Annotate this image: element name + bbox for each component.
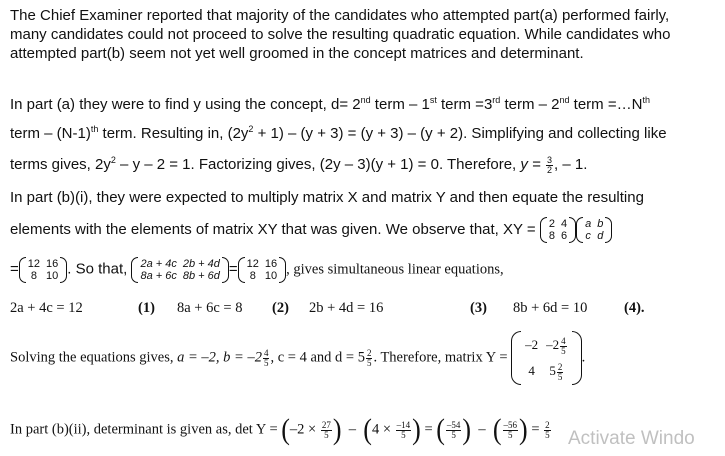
fraction-two-fifths: $\frac{2}{5}$	[366, 347, 372, 368]
fraction-neg56-5: $\frac{-56}{5}$	[503, 419, 518, 440]
equation-2: 8a + 6c = 8	[177, 300, 243, 316]
matrix-x: 2 4 8 6	[540, 218, 576, 242]
matrix-y-symbolic: a b c d	[576, 218, 612, 242]
fraction-three-halves: $\frac{3}{2}$	[547, 154, 553, 175]
matrix-xy-repeat: 12 16 8 10	[238, 258, 287, 282]
part-a-line-2: term – $(N-1)^{th}$ term. Resulting in, $(2y^2 + 1) - (y + 3) = (y + 3) - (y + 2)$. Simplifying and collecting like	[10, 124, 667, 142]
fraction-neg14-5: $\frac{-14}{5}$	[396, 419, 411, 440]
matrix-xy: 12 16 8 10	[19, 258, 68, 282]
fraction-neg54-5: $\frac{-54}{5}$	[446, 419, 461, 440]
part-a-line-3: terms gives, $2y^2 - y - 2 = 1$. Factorizing gives, (2y – 3)(y + 1) = 0. Therefore, y = $\frac{3}{2}$ , – 1.	[10, 154, 588, 175]
part-bi-line-1: In part (b)(i), they were expected to multiply matrix X and matrix Y and then equate the resulting	[10, 189, 644, 206]
matrix-y-solution: –2 –2 $\frac{4}{5}$ 4 5 $\frac{2}{5}$	[511, 332, 582, 384]
equation-2-number: (2)	[272, 300, 289, 316]
equation-1: 2a + 4c = 12	[10, 300, 83, 316]
fraction-27-5: $\frac{27}{5}$	[321, 419, 331, 440]
windows-activation-watermark: Activate Windo	[568, 428, 695, 449]
equation-4: 8b + 6d = 10	[513, 300, 588, 316]
matrix-product: 2a + 4c 2b + 4d 8a + 6c 8b + 6d	[131, 258, 228, 282]
equation-1-number: (1)	[138, 300, 155, 316]
equation-3-number: (3)	[470, 300, 487, 316]
paragraph-examiner-report: The Chief Examiner reported that majority of the candidates who attempted part(a) performed fairly, many candidates could not proceed to solve the resulting quadratic equation. While candidates who attempted part(b) seem not yet well groomed in the concept matrices and determinant.	[10, 7, 671, 62]
part-a-line-1: In part (a) they were to find y using the concept, d= 2nd term – 1st term =3rd term – 2nd term $=\dots N^{th}$	[10, 95, 650, 113]
determinant-line: In part (b)(ii), determinant is given as, det Y = (–2 × $\frac{27}{5}$ ) – (4 × $\frac{-14}{5}$ ) = ( $\frac{-54}{5}$ ) – ( $\frac{-56}{5}$ ) = $\frac{2}{5}$	[10, 412, 550, 447]
fraction-result: $\frac{2}{5}$	[545, 419, 550, 440]
part-bi-line-3: = 12 16 8 10 . So that, 2a + 4c 2b + 4d 8a + 6c 8b + 6d = 12 16 8 10 , gives simultaneous linear equations,	[10, 258, 504, 282]
fraction-four-fifths: $\frac{4}{5}$	[263, 347, 269, 368]
equation-4-number: (4).	[624, 300, 645, 316]
equation-3: 2b + 4d = 16	[309, 300, 384, 316]
part-bi-line-2: elements with the elements of matrix XY that was given. We observe that, XY = 2 4 8 6 a b c d	[10, 218, 719, 242]
solution-line: Solving the equations gives, a = –2, b = –2 $\frac{4}{5}$ , c = 4 and d = 5 $\frac{2}{5}$ . Therefore, matrix Y = –2 –2 $\frac{4}{5}$ 4 5 $\frac{2}{5}$ .	[10, 332, 719, 384]
